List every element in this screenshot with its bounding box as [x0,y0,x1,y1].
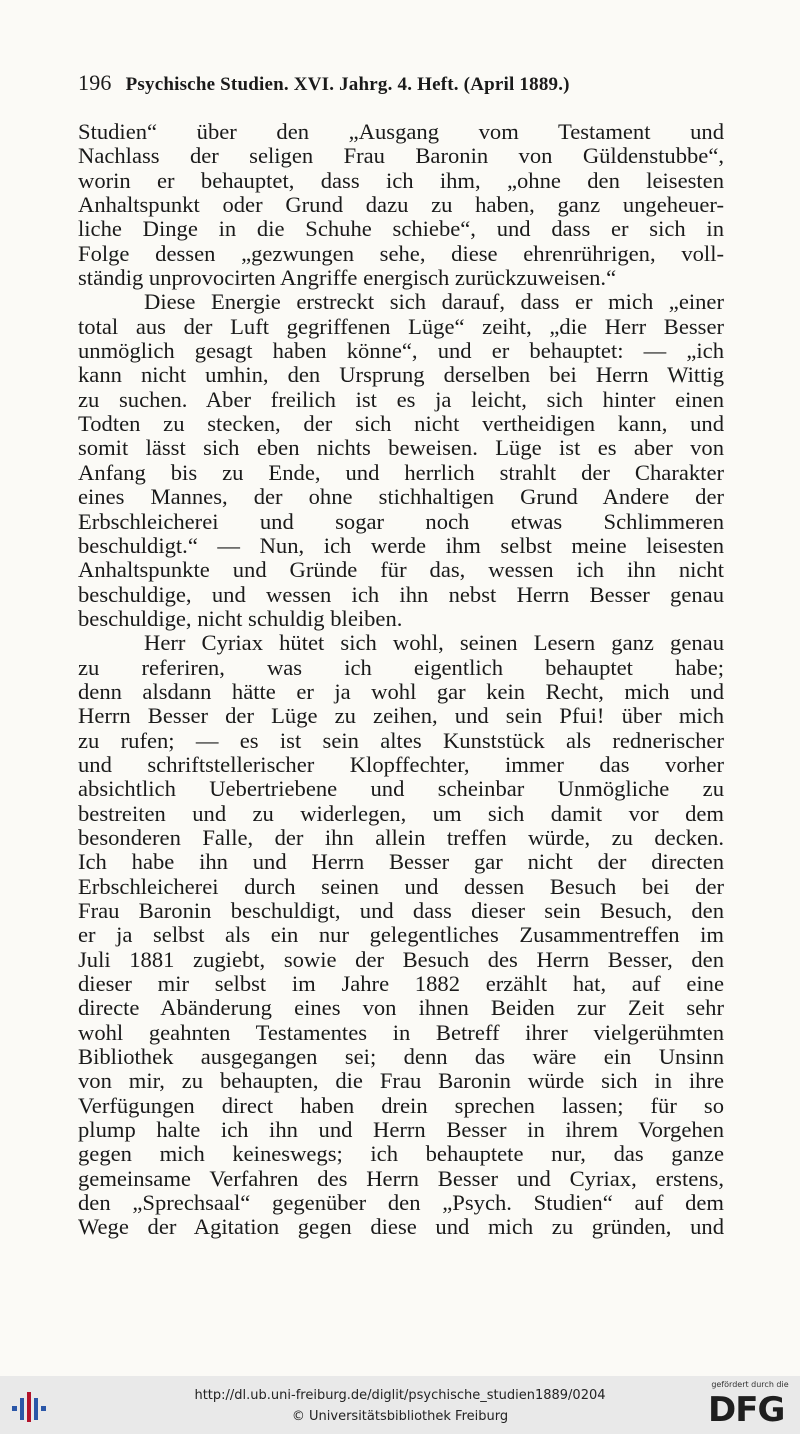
text-line: Todten zu stecken, der sich nicht vertheidigen kann, und [78,411,724,437]
text-line: zu suchen. Aber freilich ist es ja leicht, sich hinter einen [78,386,724,412]
text-line: kann nicht umhin, den Ursprung derselben bei Herrn Wittig [78,362,724,388]
text-line: besonderen Falle, der ihn allein treffen würde, zu decken. [78,824,724,850]
text-line: Herr Cyriax hütet sich wohl, seinen Lesern ganz genau [144,630,724,656]
text-line: den „Sprechsaal“ gegenüber den „Psych. Studien“ auf dem [78,1190,724,1216]
text-line: Verfügungen direct haben drein sprechen lassen; für so [78,1092,724,1118]
running-head [78,70,728,96]
text-line: somit lässt sich eben nichts beweisen. Lüge ist es aber von [78,435,724,461]
body-text [78,120,724,1240]
text-line: absichtlich Uebertriebene und scheinbar Unmögliche zu [78,776,724,802]
dfg-wordmark: DFG [708,1390,785,1430]
dfg-logo [706,1380,794,1432]
running-title: Psychische Studien. XVI. Jahrg. 4. Heft. (April 1889.) [125,74,570,95]
funded-by-label: gefördert durch die [711,1380,789,1389]
text-line: beschuldige, und wessen ich ihn nebst Herrn Besser genau [78,581,724,607]
text-line: Folge dessen „gezwungen sehe, diese ehrenrührigen, voll- [78,240,724,266]
text-line: Erbschleicherei und sogar noch etwas Schlimmeren [78,508,724,534]
text-line: Frau Baronin beschuldigt, und dass dieser sein Besuch, den [78,898,724,923]
text-line: directe Abänderung eines von ihnen Beiden zur Zeit sehr [78,995,724,1021]
text-line: denn alsdann hätte er ja wohl gar kein Recht, mich und [78,678,724,704]
text-line: total aus der Luft gegriffenen Lüge“ zeiht, „die Herr Besser [78,313,724,339]
text-line: eines Mannes, der ohne stichhaltigen Grund Andere der [78,484,724,510]
text-line: Herrn Besser der Lüge zu zeihen, und sein Pfui! über mich [78,703,724,729]
text-line: Juli 1881 zugiebt, sowie der Besuch des Herrn Besser, den [78,946,724,972]
text-line: Erbschleicherei durch seinen und dessen Besuch bei der [78,873,724,899]
text-line: Anhaltspunkt oder Grund dazu zu haben, ganz ungeheuer- [78,192,724,218]
text-line: unmöglich gesagt haben könne“, und er behauptet: — „ich [78,338,724,364]
text-line: Anhaltspunkte und Gründe für das, wessen ich ihn nicht [78,557,724,583]
text-line: und schriftstellerischer Klopffechter, immer das vorher [78,751,724,777]
page-number: 196 [78,70,112,95]
text-line: Nachlass der seligen Frau Baronin von Güldenstubbe“, [78,143,724,169]
text-line: beschuldigt.“ — Nun, ich werde ihm selbst meine leisesten [78,532,724,558]
text-line: Ich habe ihn und Herrn Besser gar nicht der directen [78,849,724,875]
text-line: Wege der Agitation gegen diese und mich zu gründen, und [78,1214,724,1240]
text-line: zu rufen; — es ist sein altes Kunststück als rednerischer [78,727,724,753]
text-line: von mir, zu behaupten, die Frau Baronin würde sich in ihre [78,1068,724,1094]
text-line: wohl geahnten Testamentes in Betreff ihrer vielgerühmten [78,1019,724,1045]
text-line: bestreiten und zu widerlegen, um sich damit vor dem [78,800,724,826]
text-line: gegen mich keineswegs; ich behauptete nur, das ganze [78,1141,724,1167]
text-line: ständig unprovocirten Angriffe energisch zurückzuweisen.“ [78,265,617,291]
text-line: Anfang bis zu Ende, und herrlich strahlt der Charakter [78,459,724,485]
viewer-footer [0,1376,800,1434]
text-line: gemeinsame Verfahren des Herrn Besser und Cyriax, erstens, [78,1165,724,1191]
copyright-notice: © Universitätsbibliothek Freiburg [291,1409,509,1424]
text-line: beschuldige, nicht schuldig bleiben. [78,605,403,631]
text-line: zu referiren, was ich eigentlich behauptet habe; [78,654,724,680]
text-line: dieser mir selbst im Jahre 1882 erzählt hat, auf eine [78,971,724,997]
text-line: Diese Energie erstreckt sich darauf, dass er mich „einer [144,289,724,315]
text-line: liche Dinge in die Schuhe schiebe“, und dass er sich in [78,216,724,242]
text-line: Bibliothek ausgegangen sei; denn das wäre ein Unsinn [78,1044,724,1070]
text-line: Studien“ über den „Ausgang vom Testament und [78,119,724,144]
text-line: plump halte ich ihn und Herrn Besser in ihrem Vorgehen [78,1117,724,1143]
text-line: worin er behauptet, dass ich ihm, „ohne den leisesten [78,167,724,193]
text-line: er ja selbst als ein nur gelegentliches Zusammentreffen im [78,922,724,948]
permalink-url[interactable]: http://dl.ub.uni-freiburg.de/diglit/psychische_studien1889/0204 [194,1388,606,1403]
